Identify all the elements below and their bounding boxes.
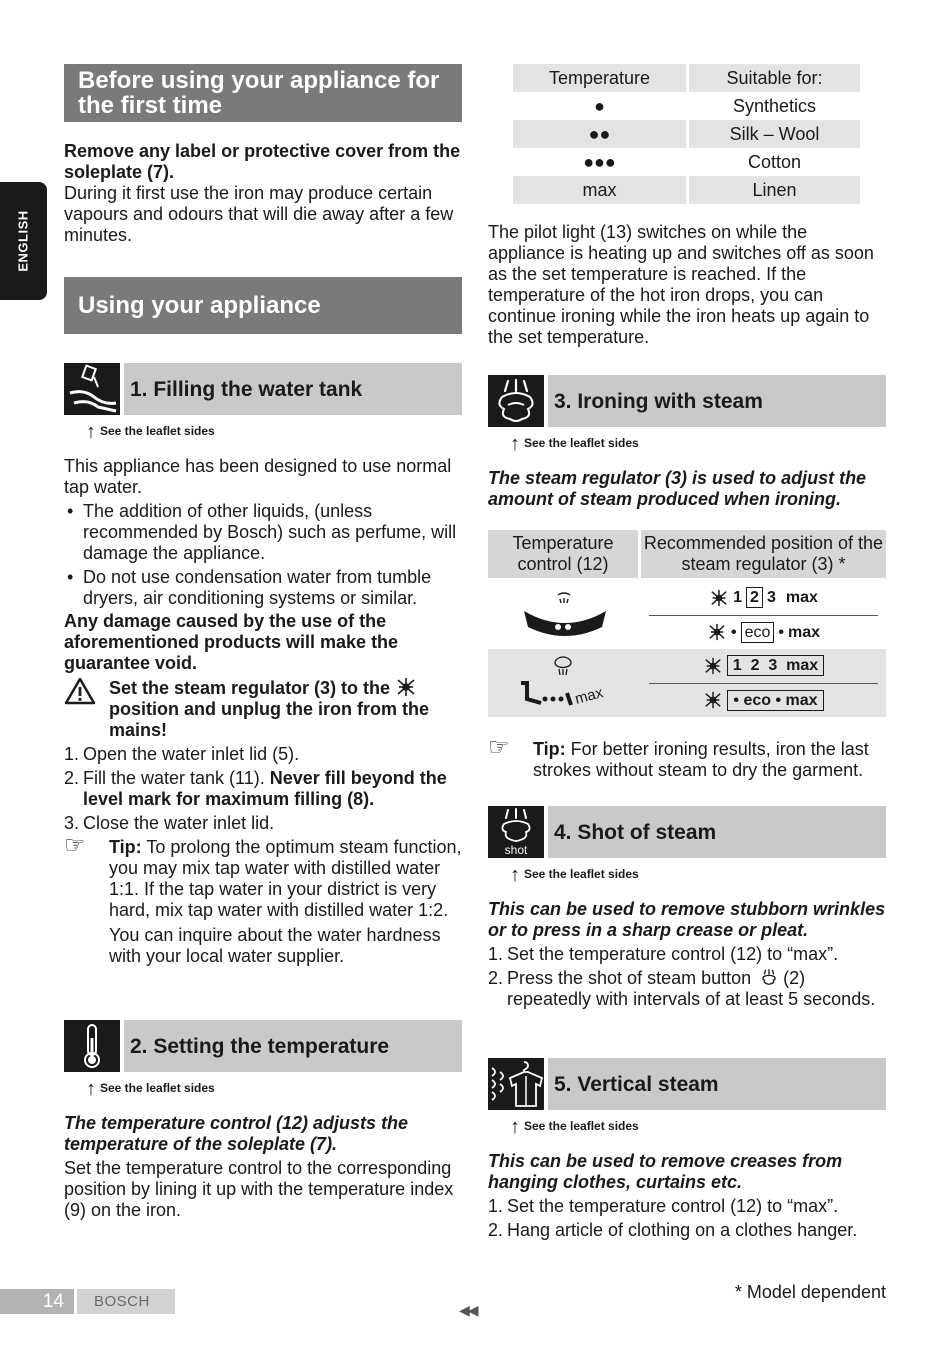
step-text: Set the temperature control (12) to “max”. (507, 1196, 839, 1216)
s1-warning-text-a: Set the steam regulator (3) to the (109, 678, 391, 698)
table-cell (649, 581, 878, 616)
list-item (488, 944, 888, 965)
language-tab (0, 182, 47, 300)
s4-steps (488, 944, 888, 1010)
steam-symbol-icon (709, 589, 729, 607)
section-1-leaflet-text: See the leaflet sides (100, 424, 215, 438)
table-cell: ● (594, 95, 605, 116)
section-5-leaflet (510, 1117, 639, 1137)
table-cell: ●● (513, 120, 686, 148)
section-3-title: 3. Ironing with steam (548, 375, 886, 427)
brand-label: BOSCH (77, 1289, 175, 1314)
section-4-header (488, 806, 886, 858)
vertical-steam-icon (488, 1058, 544, 1110)
table-cell (649, 649, 878, 684)
before-bold-text: Remove any label or protective cover from the soleplate (7). (64, 141, 461, 182)
steam-table (488, 530, 886, 717)
before-section (64, 141, 462, 246)
list-item (64, 813, 464, 834)
section-2-body (64, 1113, 464, 1221)
table-cell (641, 616, 886, 650)
leaflet-arrow-icon: ↑ (510, 1116, 520, 1138)
section-2-header (64, 1020, 462, 1072)
position-value: max (787, 623, 821, 641)
position-value-boxed: 1 2 3 max (727, 655, 824, 676)
section-2-leaflet-text: See the leaflet sides (100, 1081, 215, 1095)
section-3-header (488, 375, 886, 427)
s1-bullet-list (64, 501, 464, 609)
before-text: During it first use the iron may produce certain vapours and odours that will die away after a few minutes. (64, 183, 454, 245)
shot-icon-label: shot (504, 843, 528, 857)
step-number: 1. (488, 944, 504, 964)
position-value-boxed: 2 (746, 587, 763, 608)
leaflet-arrow-icon: ↑ (510, 864, 520, 886)
step-text: Press the shot of steam button (507, 968, 752, 988)
s3-tip (488, 734, 886, 781)
step-number: 2. (64, 768, 80, 788)
position-value-boxed: • eco • max (727, 690, 823, 711)
steam-symbol-icon (707, 623, 727, 641)
tip-text-2: You can inquire about the water hardness with your local water supplier. (109, 925, 441, 966)
position-value: • (730, 623, 737, 641)
table-row (488, 649, 886, 717)
table-header-cell: Recommended position of the steam regulator (3) * (641, 530, 886, 578)
step-number: 2. (488, 1220, 504, 1240)
section-1-header (64, 363, 462, 415)
table-header-cell: Temperature control (12) (488, 530, 638, 578)
tip-hand-icon: ☞ (488, 734, 510, 761)
s3-lead: The steam regulator (3) is used to adjust the amount of steam produced when ironing. (488, 468, 867, 509)
step-text: Open the water inlet lid (5). (83, 744, 300, 764)
steam-symbol-icon (703, 691, 723, 709)
temperature-dial-icon (488, 581, 641, 649)
step-text: Hang article of clothing on a clothes hanger. (507, 1220, 858, 1240)
table-header-row (513, 64, 860, 92)
section-1-title: 1. Filling the water tank (124, 363, 462, 415)
table-cell: max (513, 176, 686, 204)
section-2-leaflet (86, 1079, 215, 1099)
section-3-leaflet (510, 434, 639, 454)
shot-steam-icon (488, 806, 544, 858)
section-1-body (64, 456, 464, 967)
list-item: • The addition of other liquids, (unless recommended by Bosch) such as perfume, will damage the appliance. (64, 501, 464, 564)
thermometer-icon (64, 1020, 120, 1072)
table-cell: Silk – Wool (689, 120, 860, 148)
s1-tip (64, 832, 464, 967)
table-header-cell: Temperature (513, 64, 686, 92)
s5-lead: This can be used to remove creases from hanging clothes, curtains etc. (488, 1151, 843, 1192)
section-1-leaflet (86, 422, 215, 442)
step-number: 1. (64, 744, 80, 764)
s1-guarantee-text: Any damage caused by the use of the aforementioned products will make the guarantee void. (64, 611, 399, 673)
section-2-title: 2. Setting the temperature (124, 1020, 462, 1072)
language-tab-label: ENGLISH (15, 210, 31, 272)
step-text: (2) repeatedly with intervals of at least 5 seconds. (507, 968, 876, 1009)
table-row (513, 92, 860, 120)
steam-positions-2 (641, 649, 886, 717)
s1-intro: This appliance has been designed to use normal tap water. (64, 456, 452, 497)
list-item (488, 1196, 888, 1217)
tip-label: Tip: (533, 739, 566, 759)
steam-icon (488, 375, 544, 427)
s1-warning-text-b: position and unplug the iron from the mains! (109, 699, 429, 740)
tip-label: Tip: (109, 837, 142, 857)
page-number: 14 (0, 1289, 74, 1314)
step-number: 1. (488, 1196, 504, 1216)
s2-text: Set the temperature control to the corresponding position by lining it up with the temperature index (9) on the iron. (64, 1158, 454, 1220)
tip-text: To prolong the optimum steam function, you may mix tap water with distilled water 1:1. If the tap water in your district is very hard, mix tap water with distilled water 1:2. (109, 837, 462, 920)
section-5-body (488, 1151, 888, 1241)
step-number: 2. (488, 968, 504, 988)
dial-max-label: max (572, 684, 605, 708)
table-row (488, 581, 886, 649)
table-cell (641, 684, 886, 718)
section-4-body (488, 899, 888, 1010)
section-4-title: 4. Shot of steam (548, 806, 886, 858)
table-cell: ●●● (583, 151, 616, 172)
position-value: max (785, 589, 818, 607)
using-heading: Using your appliance (64, 277, 462, 334)
table-header-cell: Suitable for: (689, 64, 860, 92)
s4-lead: This can be used to remove stubborn wrinkles or to press in a sharp crease or pleat. (488, 899, 886, 940)
section-5-leaflet-text: See the leaflet sides (524, 1119, 639, 1133)
tip-hand-icon: ☞ (64, 832, 86, 859)
step-text: Set the temperature control (12) to “max”. (507, 944, 839, 964)
steam-table-header (488, 530, 886, 578)
section-5-title: 5. Vertical steam (548, 1058, 886, 1110)
model-dependent-note: * Model dependent (734, 1282, 886, 1302)
pilot-light-text: The pilot light (13) switches on while the appliance is heating up and switches off as soon as the set temperature is reached. If the temperature of the hot iron drops, you can continue ironing while the iron heats up again to the set temperature. (488, 222, 874, 347)
list-item: • Do not use condensation water from tumble dryers, air conditioning systems or similar. (64, 567, 464, 609)
s1-warning (64, 677, 464, 741)
leaflet-arrow-icon: ↑ (86, 421, 96, 443)
leaflet-arrow-icon: ↑ (86, 1078, 96, 1100)
steam-symbol-icon (703, 657, 723, 675)
step-text: Fill the water tank (11). (83, 768, 270, 788)
table-cell: Synthetics (732, 95, 817, 116)
leaflet-arrow-icon: ↑ (510, 433, 520, 455)
steam-positions-1 (641, 581, 886, 649)
section-4-leaflet-text: See the leaflet sides (524, 867, 639, 881)
section-5-header (488, 1058, 886, 1110)
steam-symbol-icon (395, 677, 417, 697)
s1-steps (64, 744, 464, 834)
table-row (513, 120, 860, 148)
position-value: • (778, 623, 784, 641)
list-item (488, 968, 888, 1010)
step-bold-text: Never fill beyond the level mark for maximum filling (8). (83, 768, 447, 809)
page-nav-icon[interactable]: ◀◀ (459, 1302, 477, 1318)
section-3-leaflet-text: See the leaflet sides (524, 436, 639, 450)
s5-steps (488, 1196, 888, 1241)
temperature-dial-icon (488, 649, 641, 717)
list-item (64, 768, 464, 810)
step-text: Close the water inlet lid. (83, 813, 275, 833)
warning-triangle-icon (64, 677, 96, 710)
table-cell: Linen (689, 176, 860, 204)
position-value: 3 (766, 589, 776, 607)
position-value: 1 (733, 589, 743, 607)
list-item (488, 1220, 888, 1241)
step-number: 3. (64, 813, 80, 833)
list-item (64, 744, 464, 765)
section-4-leaflet (510, 865, 639, 885)
position-value-boxed: eco (741, 622, 775, 643)
table-cell: Cotton (747, 151, 802, 172)
water-tank-icon (64, 363, 120, 415)
table-row (513, 148, 860, 176)
before-heading: Before using your appliance for the first time (64, 64, 462, 122)
shot-steam-icon (760, 969, 778, 986)
table-row (513, 176, 860, 204)
s2-lead: The temperature control (12) adjusts the temperature of the soleplate (7). (64, 1113, 409, 1154)
temperature-table (510, 64, 863, 204)
tip-text: For better ironing results, iron the last strokes without steam to dry the garment. (533, 739, 869, 780)
